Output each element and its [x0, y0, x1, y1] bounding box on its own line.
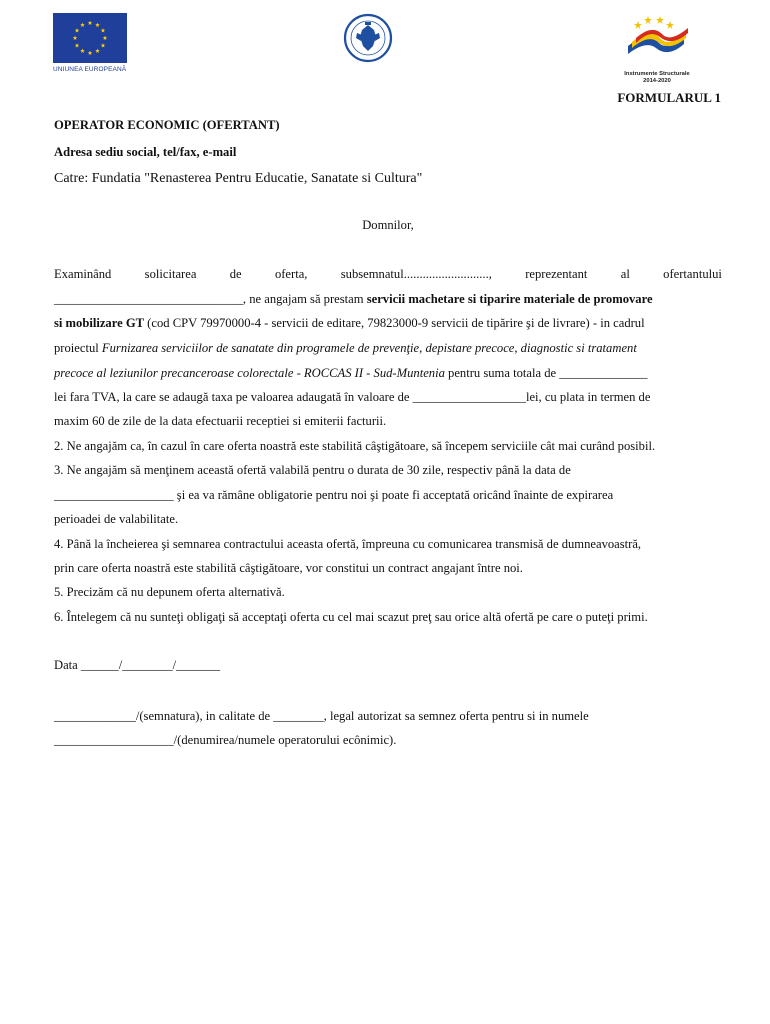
paragraph-1-line-4: proiectul Furnizarea serviciilor de sanatate din programele de prevenţie, depistare precoce, diagnostic si tratament [54, 341, 637, 355]
paragraph-4-line-1: 4. Până la încheierea şi semnarea contractului aceasta ofertă, împreuna cu comunicarea transmisă de dumneavoastră, [54, 537, 642, 551]
paragraph-2: 2. Ne angajăm ca, în cazul în care oferta noastră este stabilită câştigătoare, să începem serviciile cât mai curând posibil. [54, 439, 656, 453]
paragraph-3-line-1: 3. Ne angajăm să menţinem această ofertă valabilă pentru o durata de 30 zile, respectiv până la data de [54, 463, 571, 477]
structural-instruments-caption: Instrumente Structurale 2014-2020 [624, 71, 690, 84]
paragraph-1-line-6: lei fara TVA, la care se adaugă taxa pe valoarea adaugată în valoare de __________________lei, cu plata in termen de [54, 390, 651, 404]
address-heading: Adresa sediu social, tel/fax, e-mail [54, 145, 237, 159]
eu-flag-icon [53, 13, 127, 63]
paragraph-5: 5. Precizăm că nu depunem oferta alternativă. [54, 585, 285, 599]
eu-star-icon [80, 49, 85, 53]
recipient-label: Catre: [54, 171, 89, 186]
eu-star-icon [88, 21, 93, 25]
paragraph-1-line-3: si mobilizare GT (cod CPV 79970000-4 - servicii de editare, 79823000-9 servicii de tipărire şi de livrare) - in cadrul [54, 316, 645, 330]
eu-star-icon [73, 36, 78, 40]
recipient-line [54, 167, 722, 191]
eu-star-icon [103, 36, 108, 40]
eu-star-icon [101, 28, 106, 32]
paragraph-3-line-2: ___________________ şi ea va rămâne obligatorie pentru noi şi poate fi acceptată oricând înainte de expirarea [54, 488, 614, 502]
paragraph-4-line-2: prin care oferta noastră este stabilită câştigătoare, vor constitui un contract angajant între noi. [54, 561, 523, 575]
eu-star-icon [101, 43, 106, 47]
eu-star-icon [95, 23, 100, 27]
paragraph-1-line-5: precoce al leziunilor precanceroase colorectale - ROCCAS II - Sud-Muntenia pentru suma totala de ______________ [54, 366, 648, 380]
eu-star-icon [75, 28, 80, 32]
eu-caption: UNIUNEA EUROPEANĂ [53, 66, 127, 73]
signature-line-1: _____________/(semnatura), in calitate de ________, legal autorizat sa semnez oferta pentru si in numele [54, 709, 589, 723]
paragraph-1-line-1: Examinând solicitarea de oferta, subsemnatul..........................., reprezentant al ofertantului [54, 267, 722, 281]
operator-heading: OPERATOR ECONOMIC (OFERTANT) [54, 118, 280, 132]
paragraph-3-line-3: perioadei de valabilitate. [54, 512, 179, 526]
form-number: FORMULARUL 1 [617, 90, 721, 105]
greeting: Domnilor, [362, 218, 414, 232]
signature-line-2: ___________________/(denumirea/numele operatorului ecônimic). [54, 733, 397, 747]
eu-star-icon [80, 23, 85, 27]
eu-star-icon [88, 51, 93, 55]
eu-star-icon [75, 43, 80, 47]
paragraph-6: 6. Întelegem că nu sunteţi obligaţi să acceptaţi oferta cu cel mai scazut preţ sau orice altă ofertă pe care o puteţi primi. [54, 610, 648, 624]
date-line: Data ______/________/_______ [54, 658, 221, 672]
structural-instruments-logo-icon [618, 12, 696, 64]
paragraph-1-line-7: maxim 60 de zile de la data efectuarii receptiei si emiterii facturii. [54, 414, 387, 428]
eu-star-icon [95, 49, 100, 53]
eu-logo [53, 13, 127, 73]
paragraph-1-line-2: ______________________________, ne angajam să prestam servicii machetare si tiparire materiale de promovare [54, 292, 653, 306]
structural-instruments-logo [618, 12, 696, 85]
recipient-value: Fundatia "Renasterea Pentru Educatie, Sanatate si Cultura" [91, 171, 423, 186]
romanian-government-emblem-icon [343, 13, 393, 63]
